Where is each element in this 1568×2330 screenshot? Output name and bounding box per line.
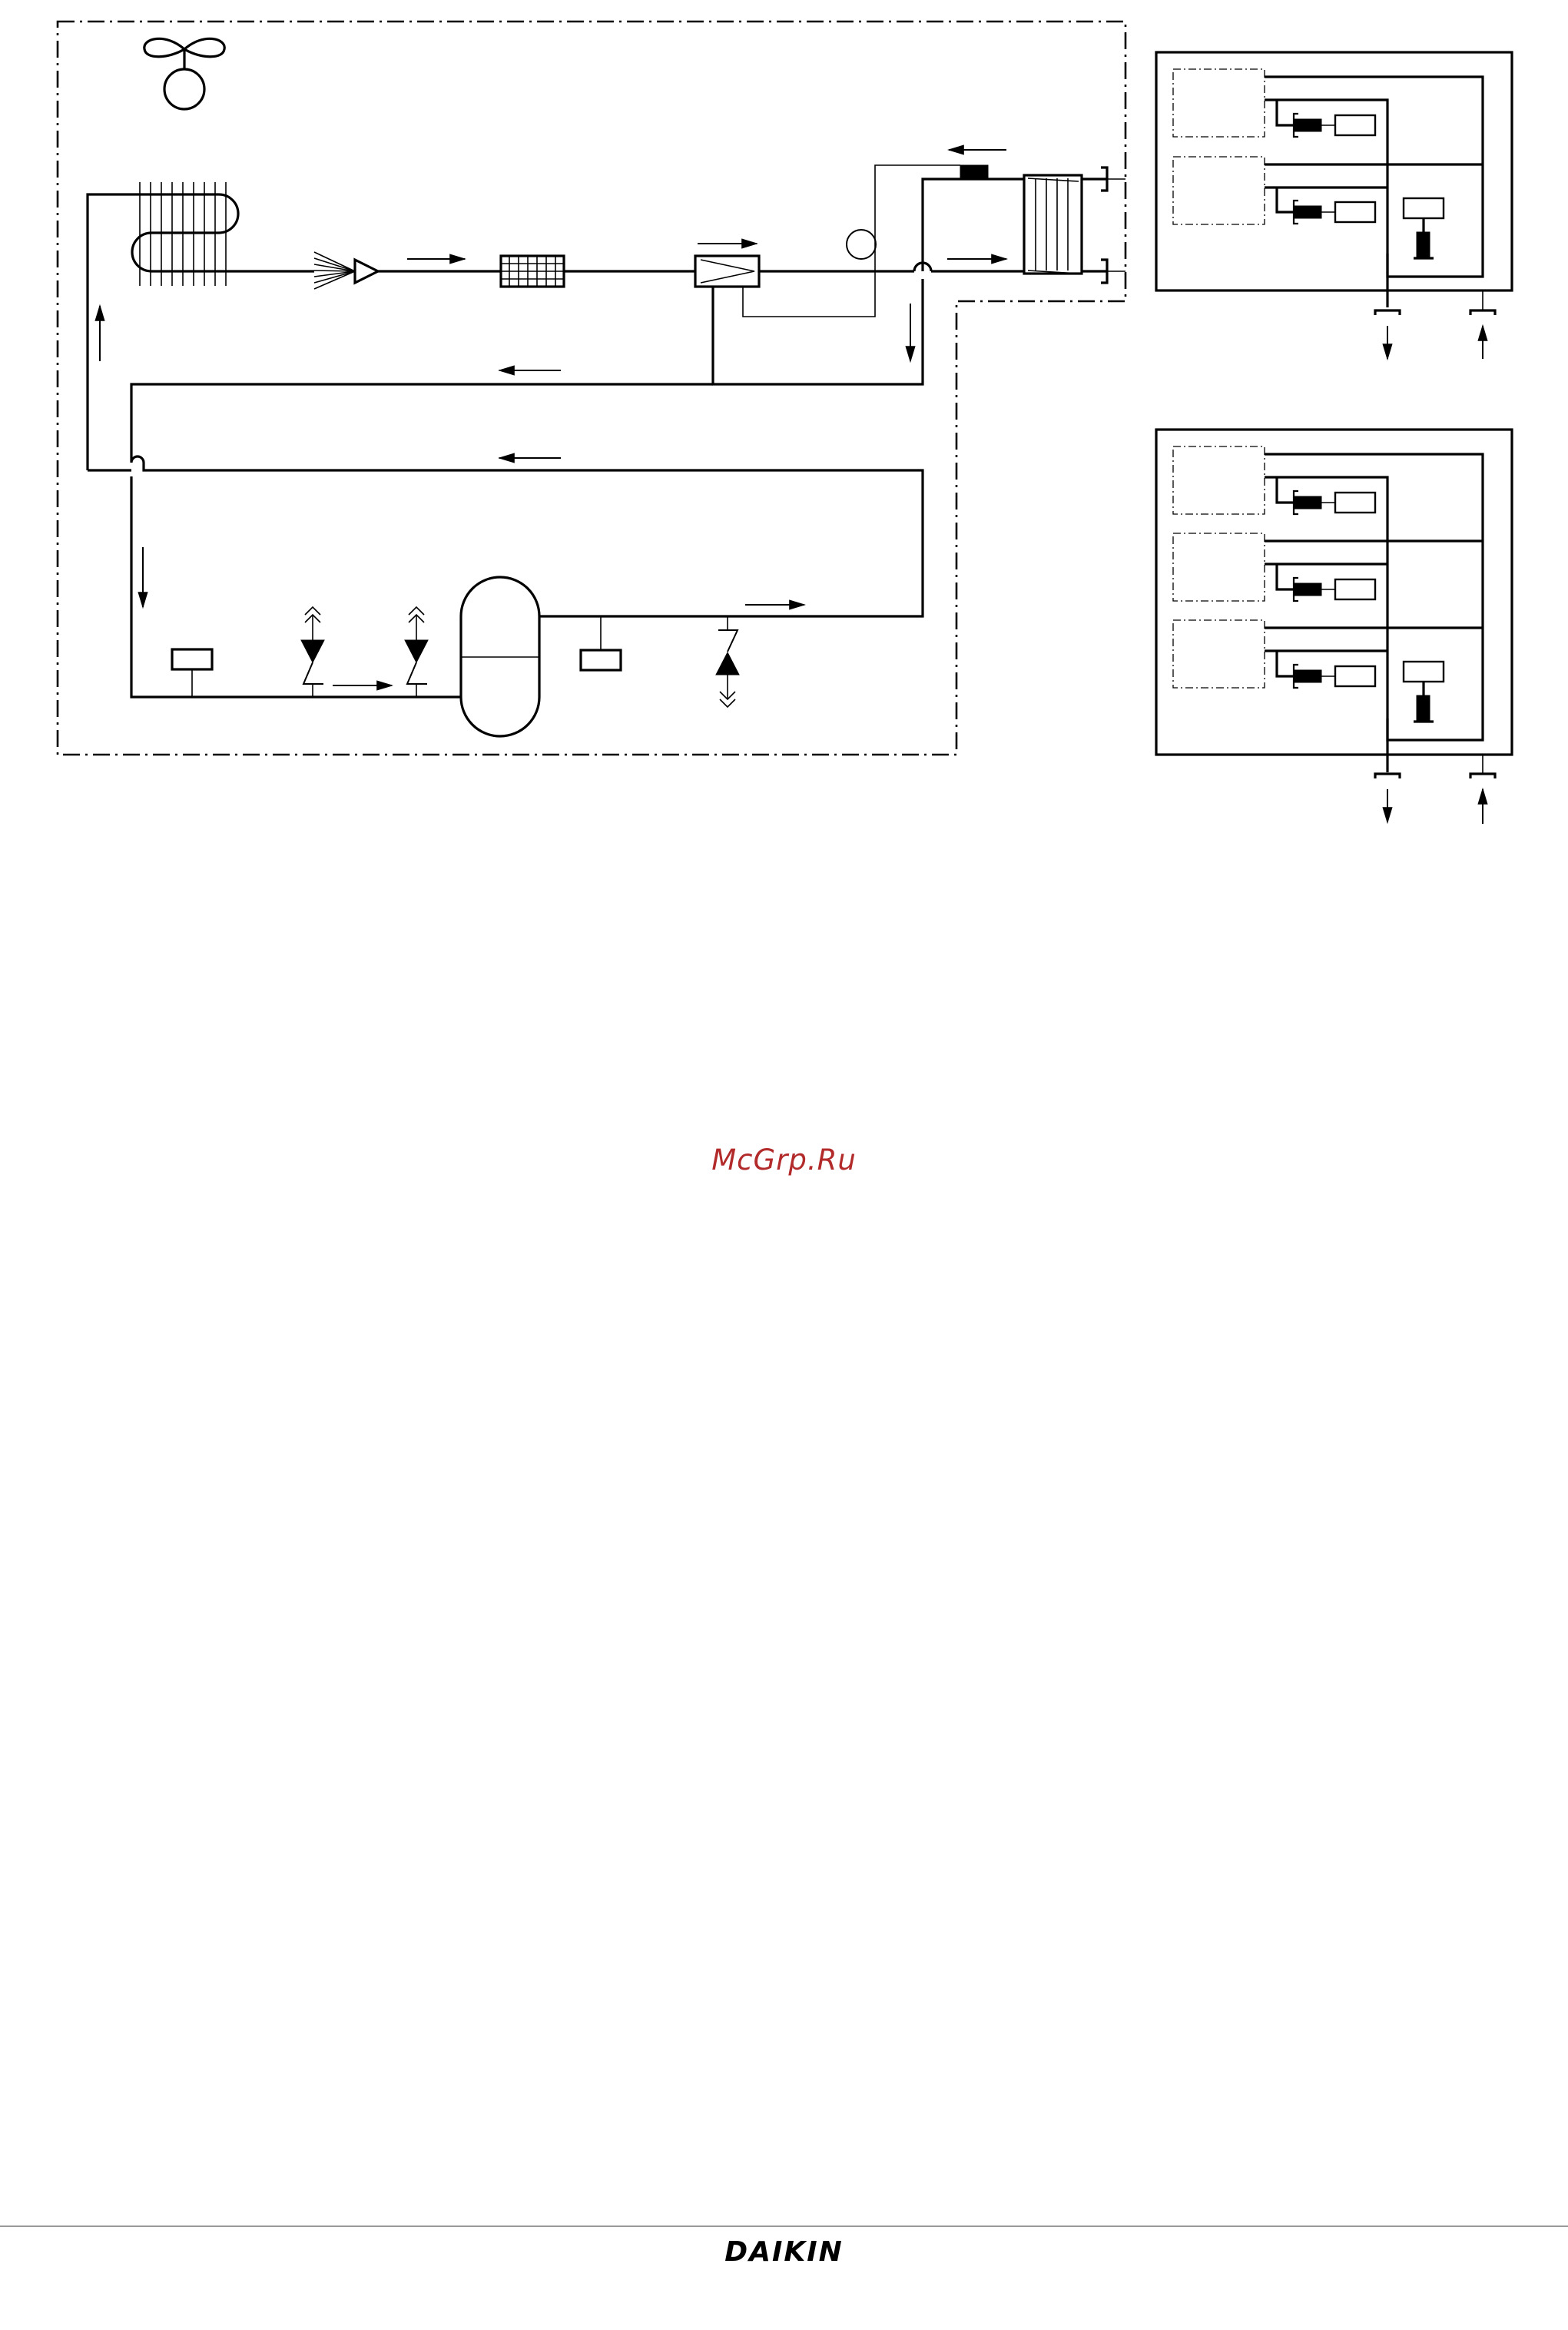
indoor-units-panel-upper (1156, 52, 1512, 359)
filter-icon (501, 256, 564, 287)
check-valve-icon (405, 607, 428, 697)
four-way-valve-icon (695, 256, 759, 287)
fan-icon (144, 38, 224, 109)
high-pressure-sensor-icon (581, 616, 621, 670)
solenoid-valve-icon (960, 165, 988, 179)
daikin-logo: DAIKIN (724, 2236, 844, 2268)
pressure-sensor-icon (847, 230, 876, 259)
heat-exchanger-coil-icon (88, 182, 246, 470)
refrigerant-circuit-diagram (0, 0, 1568, 845)
low-pressure-sensor-icon (172, 649, 212, 697)
stop-valve-icon (716, 616, 739, 707)
plate-heat-exchanger-icon (1024, 175, 1082, 274)
check-valve-icon (301, 607, 324, 697)
distributor-icon (314, 252, 378, 289)
watermark: McGrp.Ru (711, 1143, 857, 1177)
indoor-units-panel-lower (1156, 430, 1512, 824)
accumulator-icon (461, 577, 539, 736)
outdoor-unit-boundary (58, 22, 1125, 755)
footer-divider (0, 2225, 1568, 2227)
flow-arrow-icon (100, 150, 1006, 685)
